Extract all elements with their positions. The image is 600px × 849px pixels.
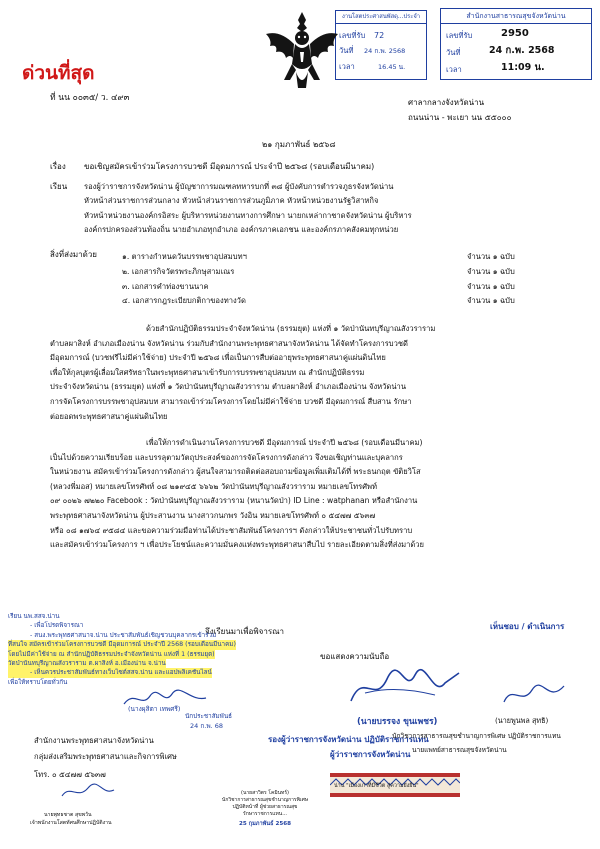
approval-name: (นายพูนพล สุทธิ): [495, 716, 549, 725]
urgency-label: ด่วนที่สุด: [22, 62, 95, 84]
memo-line: - สนง.พระพุทธศาสนาจ.น่าน ประชาสัมพันธ์เชิญชวนบุคลากรเข้าร่วม: [30, 631, 217, 639]
body-line: การจัดโครงการบรรพชาอุปสมบท สามารถเข้าร่วมโครงการโดยไม่มีค่าใช้จ่าย บวชดี มีอุดมการณ์ สืบสาน รักษา: [50, 396, 412, 406]
body-line: และสมัครเข้าร่วมโครงการ ฯ เพื่อประโยชน์และความมั่นคงแห่งพระพุทธศาสนาสืบไป รายละเอียดตามสิ่งที่ส่งมาด้วย: [50, 540, 425, 550]
subject-text: ขอเชิญสมัครเข้าร่วมโครงการบวชดี มีอุดมการณ์ ประจำปี ๒๕๖๘ (รอบเดือนมีนาคม): [84, 162, 375, 171]
stamp-right-value-time: 11:09 น.: [501, 62, 545, 73]
garuda-emblem: [262, 8, 342, 94]
enclosure-item: [122, 280, 562, 295]
enclosures-list: [122, 250, 562, 309]
enclosure-item: [122, 250, 562, 265]
closing-regards: ขอแสดงความนับถือ: [320, 652, 390, 661]
enclosure-text: ๔. เอกสารกฎระเบียบกติกาของทางวัด: [122, 296, 246, 306]
memo-line: - เพื่อโปรดพิจารณา: [30, 622, 84, 630]
footer-left-title: เจ้าพนักงานโสตทัศนศึกษาปฏิบัติงาน: [30, 820, 112, 826]
enclosure-qty: จำนวน ๑ ฉบับ: [467, 296, 515, 306]
memo-highlight: - เห็นควรประชาสัมพันธ์ทางเว็บไซต์สสจ.น่าน และแอปพลิเคชันไลน์: [8, 668, 212, 677]
issuer-group: กลุ่มส่งเสริมพระพุทธศาสนาและกิจการพิเศษ: [34, 752, 177, 761]
memo-date: 24 ก.พ. 68: [190, 722, 224, 730]
body-paragraph-2: [50, 436, 570, 553]
approval-title-2: นายแพทย์สาธารณสุขจังหวัดน่าน: [412, 746, 507, 754]
signer-name: (นายบรรจง ขุนเพชร): [357, 717, 438, 727]
enclosure-qty: จำนวน ๑ ฉบับ: [467, 252, 515, 261]
enclosure-qty: จำนวน ๑ ฉบับ: [467, 266, 515, 276]
footer-mid-line: นักวิชาการสาธารณสุขชำนาญการพิเศษ: [221, 797, 309, 803]
body-paragraph-1: [50, 322, 570, 424]
body-line: ในหน่วยงาน สมัครเข้าร่วมโครงการดังกล่าว ผู้สนใจสามารถติดต่อสอบถามข้อมูลเพิ่มเติมได้ที่ พระธนกฤต ขัติยวิโส: [50, 467, 421, 477]
body-line: ๐๙ ๐๐๒๖ ๗๒๒๐ Facebook : วัดป่านันทบุรีญาณสังวราราม (หนานวัดป่า) ID Line : watphanan หรือสำนักงาน: [50, 496, 418, 506]
signer-title-1: รองผู้ว่าราชการจังหวัดน่าน ปฏิบัติราชการแทน: [268, 735, 429, 744]
internal-memo: [8, 612, 328, 687]
approval-title-1: นักวิชาการสาธารณสุขชำนาญการพิเศษ ปฏิบัติราชการแทน: [392, 732, 561, 740]
body-line: ตำบลผาสิงห์ อำเภอเมืองน่าน จังหวัดน่าน ร่วมกับสำนักงานพระพุทธศาสนาจังหวัดน่าน ได้จัดทำโครงการบวชดี: [50, 338, 408, 348]
body-line: พระพุทธศาสนาจังหวัดน่าน ผู้ประสานงาน นางสาวกนกพร วังอิน หมายเลขโทรศัพท์ ๐ ๕๔๗๗ ๕๖๓๗: [50, 510, 376, 520]
footer-mid-line: ปฏิบัติหน้าที่ ผู้ช่วยสาธารณสุข: [232, 804, 298, 810]
stamp-left-agency: งานโสตประศาสนพัสดุ...ประจำ: [336, 11, 426, 24]
body-line: (หลวงพี่มอส) หมายเลขโทรศัพท์ ๐๘ ๒๑๙๔๕ ๖๖๖๒ วัดป่านันทบุรีญาณสังวราราม หมายเลขโทรศัพท์: [50, 481, 378, 491]
issuing-organization: ศาลากลางจังหวัดน่าน: [408, 98, 485, 107]
recipient-line: หัวหน้าส่วนราชการส่วนกลาง หัวหน้าส่วนราชการส่วนภูมิภาค หัวหน้าหน่วยงานรัฐวิสาหกิจ: [84, 196, 379, 206]
body-line: มีอุดมการณ์ (บวชฟรีไม่มีค่าใช้จ่าย) ประจำปี ๒๕๖๘ เพื่อเป็นการสืบต่ออายุพระพุทธศาสนาคู่แผ่นดินไทย: [50, 353, 386, 363]
enclosure-item: [122, 265, 562, 280]
footer-mid-block: [210, 790, 320, 828]
recipients-label: เรียน: [50, 182, 68, 191]
body-line: เพื่อให้การดำเนินงานโครงการบวชดี มีอุดมการณ์ ประจำปี ๒๕๖๘ (รอบเดือนมีนาคม): [146, 438, 423, 447]
footer-left-signature: [58, 782, 118, 802]
stamp-right-value-date: 24 ก.พ. 2568: [489, 45, 555, 56]
body-line: ต่อยอดพระพุทธศาสนาคู่แผ่นดินไทย: [50, 411, 168, 421]
stamp-right-label-time: เวลา: [446, 65, 462, 74]
memo-position: นักประชาสัมพันธ์: [185, 713, 232, 720]
recipients-list: [84, 180, 412, 237]
memo-highlight: โดยไม่มีค่าใช้จ่าย ณ สำนักปฏิบัติธรรมประจำจังหวัดน่าน แห่งที่ 1 (ธรรมยุต): [8, 650, 215, 658]
memo-highlight: วัดป่านันทบุรีญาณสังวราราม ต.ผาสิงห์ อ.เมืองน่าน จ.น่าน: [8, 660, 166, 668]
body-line: ด้วยสำนักปฏิบัติธรรมประจำจังหวัดน่าน (ธรรมยุต) แห่งที่ ๑ วัดป่านันทบุรีญาณสังวราราม: [146, 324, 436, 333]
body-line: ประจำจังหวัดน่าน (ธรรมยุต) แห่งที่ ๑ วัดป่านันทบุรีญาณสังวราราม ตำบลผาสิงห์ อำเภอเมืองน่าน จังหวัดน่าน: [50, 382, 407, 392]
approval-heading: เห็นชอบ / ดำเนินการ: [490, 622, 565, 631]
issuer-office: สำนักงานพระพุทธศาสนาจังหวัดน่าน: [34, 736, 154, 745]
body-line: เพื่อให้กุลบุตรผู้เลื่อมใสศรัทธาในพระพุทธศาสนาเข้ารับการบรรพชาอุปสมบท ณ สำนักปฏิบัติธรรม: [50, 367, 365, 377]
enclosures-label: สิ่งที่ส่งมาด้วย: [50, 250, 97, 259]
signer-signature: [345, 665, 465, 710]
memo-to: เรียน นพ.สสจ.น่าน: [8, 613, 60, 620]
body-line: หรือ ๐๘ ๑๗๖๔ ๙๕๘๔ และขอความร่วมมือท่านได้ประชาสัมพันธ์โครงการฯ ดังกล่าวให้ประชาชนทั่วไปรับทราบ: [50, 525, 413, 535]
enclosure-text: ๓. เอกสารคำท่องขานนาค: [122, 281, 209, 291]
stamp-left-label-date: วันที่: [339, 46, 354, 55]
footer-banner-text: น่าน "เมืองเก่าที่มีชีวิต สู่ความยั่งยืน": [334, 783, 419, 789]
enclosure-item: [122, 294, 562, 309]
enclosure-text: ๑. ตารางกำหนดวันบรรพชาอุปสมบทฯ: [122, 252, 247, 261]
signer-title-2: ผู้ว่าราชการจังหวัดน่าน: [330, 750, 411, 759]
receipt-stamp-left: [335, 10, 427, 80]
footer-mid-line: (นายสาวิตร โคมินทร์): [241, 790, 289, 796]
stamp-left-value-no: 72: [374, 31, 385, 40]
footer-left-name: นายพุทธชาต สุขพวัน: [44, 812, 92, 818]
subject-label: เรื่อง: [50, 162, 66, 171]
recipient-line: รองผู้ว่าราชการจังหวัดน่าน ผู้บัญชาการมณฑลทหารบกที่ ๓๘ ผู้บังคับการตำรวจภูธรจังหวัดน่าน: [84, 182, 394, 191]
footer-mid-line: รักษาราชการแทน...: [243, 811, 287, 817]
document-number: ที่ นน ๐๐๓๕/ ว. ๔๙๓: [50, 93, 130, 103]
enclosure-text: ๒. เอกสารกิจวัตรพระภิกษุสามเณร: [122, 266, 235, 276]
body-line: เป็นไปด้วยความเรียบร้อย และบรรลุตามวัตถุประสงค์ของการจัดโครงการดังกล่าว จึงขอเชิญท่านและบุคลากร: [50, 452, 403, 462]
footer-banner: [330, 773, 460, 797]
receipt-stamp-right: [440, 8, 592, 80]
stamp-right-value-no: 2950: [501, 28, 529, 39]
closing-request: จึงเรียนมาเพื่อพิจารณา: [205, 627, 285, 636]
stamp-left-value-time: 16.45 น.: [378, 63, 406, 71]
recipient-line: หัวหน้าหน่วยงานองค์กรอิสระ ผู้บริหารหน่วยงานทางการศึกษา นายกเหล่ากาชาดจังหวัดน่าน ผู้บริหาร: [84, 210, 412, 220]
enclosure-qty: จำนวน ๑ ฉบับ: [467, 281, 515, 291]
footer-mid-date: 25 กุมภาพันธ์ 2568: [238, 821, 292, 827]
issuer-phone: โทร. ๐ ๕๔๗๗ ๕๖๓๗: [34, 770, 106, 779]
memo-end: เพื่อให้ทราบโดยทั่วกัน: [8, 678, 68, 686]
organization-address: ถนนน่าน - พะเยา นน ๕๕๐๐๐: [408, 113, 512, 122]
recipient-line: องค์กรปกครองส่วนท้องถิ่น นายอำเภอทุกอำเภอ องค์กรภาคเอกชน และองค์กรภาคสังคมทุกหน่วย: [84, 224, 399, 234]
document-date: ๒๑ กุมภาพันธ์ ๒๕๖๘: [262, 140, 336, 149]
stamp-right-office: สำนักงานสาธารณสุขจังหวัดน่าน: [441, 9, 591, 24]
stamp-left-label-no: เลขที่รับ: [339, 31, 366, 40]
memo-signer: (นางผุสิตา เทพศรี): [128, 705, 181, 713]
approval-signature: [500, 680, 570, 710]
stamp-right-label-date: วันที่: [446, 48, 461, 57]
memo-highlight: ที่สนใจ สมัครเข้าร่วมโครงการบวชดี มีอุดมการณ์ ประจำปี 2568 (รอบเดือนมีนาคม): [8, 641, 236, 649]
stamp-left-label-time: เวลา: [339, 62, 355, 71]
stamp-right-label-no: เลขที่รับ: [446, 31, 473, 40]
stamp-left-value-date: 24 ก.พ. 2568: [364, 47, 406, 55]
